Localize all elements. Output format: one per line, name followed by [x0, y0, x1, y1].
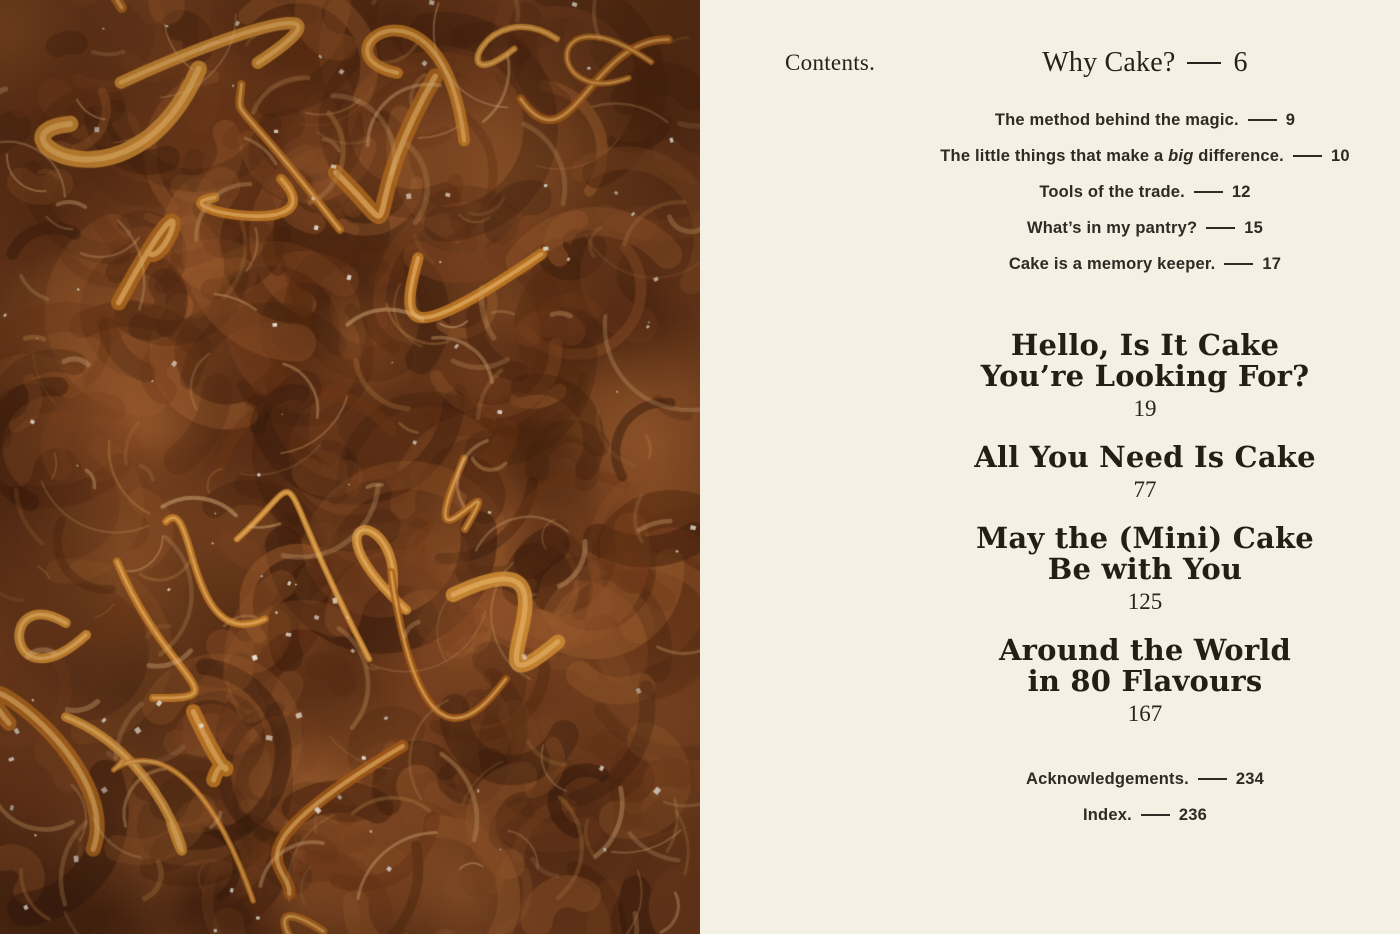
toc-entry-page: 17 [1262, 255, 1282, 273]
chapter-page-number: 167 [1127, 701, 1163, 726]
toc-entry-text: The little things that make a [940, 147, 1169, 165]
end-list [835, 761, 1400, 833]
toc-entry-text: Tools of the trade. [1039, 183, 1185, 201]
toc-entry-text: What’s in my pantry? [1026, 219, 1198, 237]
chapter-title-line: Hello, Is It Cake [1010, 328, 1280, 362]
toc-entry-page: 15 [1244, 219, 1263, 237]
toc-entry-text: Acknowledgements. [1025, 770, 1189, 788]
chapter-page-number: 19 [1133, 396, 1157, 421]
chapter-title-line: Around the World [998, 633, 1291, 667]
chapter-title [835, 523, 1400, 585]
toc-entry-page: 234 [1235, 770, 1265, 788]
toc-entry-page: 9 [1285, 111, 1296, 129]
chapter-title-line: in 80 Flavours [1027, 664, 1263, 698]
dash-rule [1224, 263, 1253, 265]
section-title [835, 46, 1400, 80]
chapter-title-line: Be with You [1047, 552, 1243, 586]
contents-column [835, 0, 1400, 833]
toc-entry-italic-word: big [1168, 147, 1194, 165]
dash-rule [1194, 191, 1223, 193]
chapter-title [835, 330, 1400, 392]
chapter-entry [835, 523, 1400, 617]
section-title-page: 6 [1233, 47, 1248, 78]
toc-entry-page: 12 [1231, 183, 1251, 201]
chapter-entry [835, 330, 1400, 424]
chapter-entry [835, 442, 1400, 505]
section-title-text: Why Cake? [1042, 47, 1176, 78]
contents-heading: Contents. [785, 50, 876, 75]
chapter-entry [835, 635, 1400, 729]
dash-rule [1187, 62, 1221, 64]
chapter-title-line: May the (Mini) Cake [976, 521, 1314, 555]
chapter-page-number: 77 [1133, 477, 1157, 502]
toc-entry-text: The method behind the magic. [994, 111, 1239, 129]
dash-rule [1141, 814, 1170, 816]
toc-entry [835, 797, 1400, 833]
dash-rule [1206, 227, 1235, 229]
chapter-page-number: 125 [1127, 589, 1163, 614]
toc-entry [835, 102, 1400, 138]
toc-entry-page: 10 [1330, 147, 1350, 165]
toc-entry [835, 210, 1400, 246]
toc-entry [835, 761, 1400, 797]
toc-entry-page: 236 [1178, 806, 1208, 824]
dash-rule [1248, 119, 1277, 121]
toc-entry-text: difference. [1193, 147, 1284, 165]
dash-rule [1198, 778, 1227, 780]
toc-entry-text: Cake is a memory keeper. [1008, 255, 1216, 273]
intro-list [835, 102, 1400, 282]
chapter-title [835, 442, 1400, 473]
chapter-title [835, 635, 1400, 697]
toc-entry [835, 138, 1400, 174]
toc-entry [835, 174, 1400, 210]
chapter-title-line: You’re Looking For? [980, 359, 1310, 393]
dash-rule [1293, 155, 1322, 157]
contents-page [700, 0, 1400, 934]
toc-entry [835, 246, 1400, 282]
toc-entry-text: Index. [1082, 806, 1132, 824]
chapter-title-line: All You Need Is Cake [974, 440, 1316, 474]
